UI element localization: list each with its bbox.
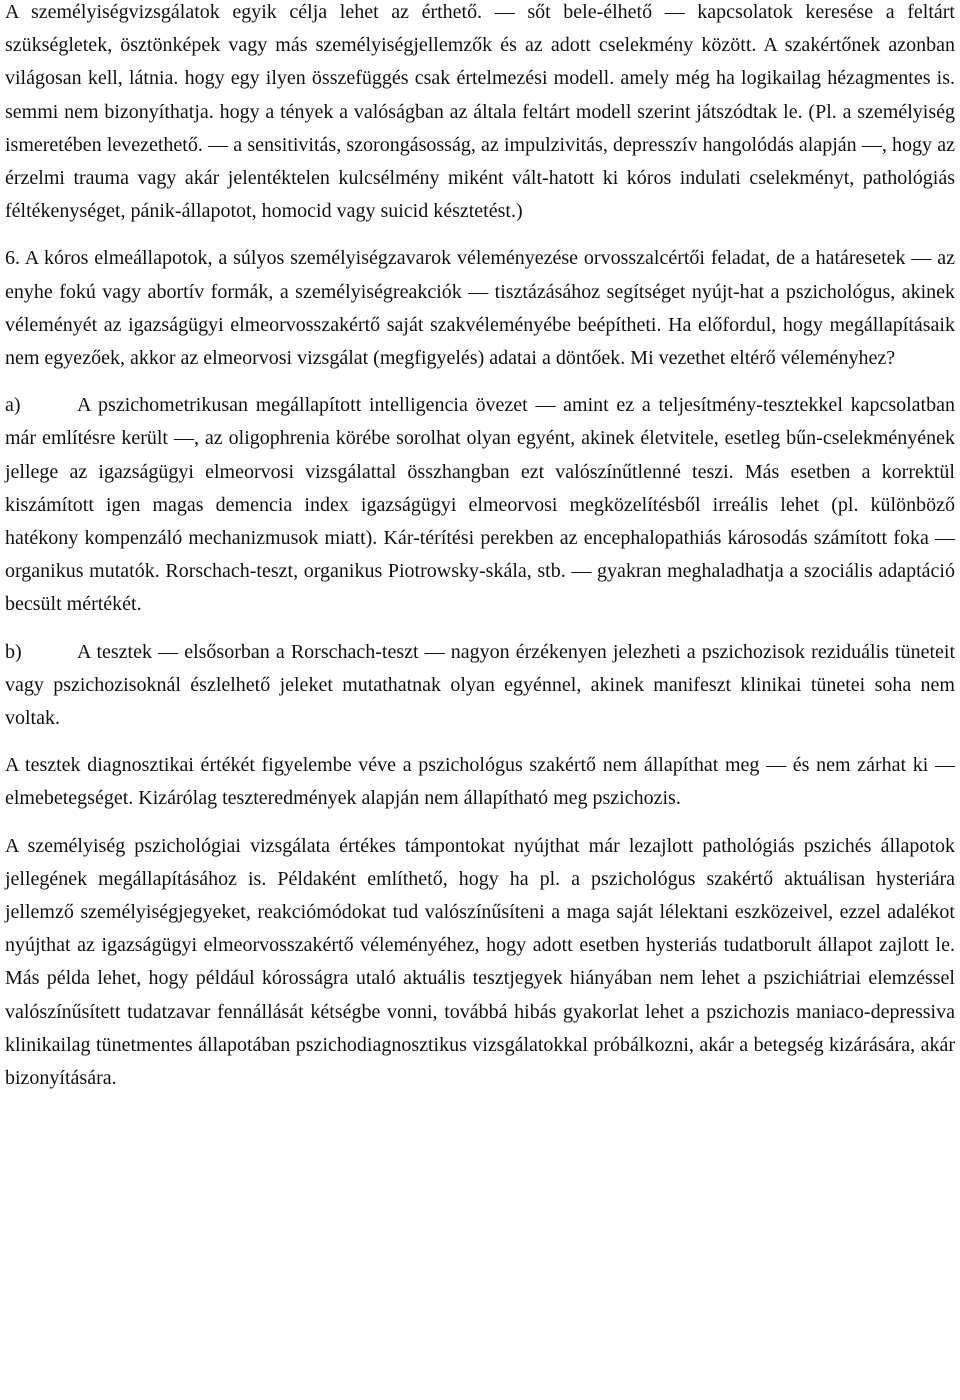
paragraph-section-6: 6. A kóros elmeállapotok, a súlyos személyiségzavarok véleményezése orvosszalcértői feladat, de a határesetek — az enyhe fokú vagy abortív formák, a személyiségreakciók — tisztázásához segítséget nyújt-hat a pszichológus, akinek véleményét az igazságügyi elmeorvosszakértő saját szakvéleményébe beépítheti. Ha előfordul, hogy megállapításaik nem egyezőek, akkor az elmeorvosi vizsgálat (megfigyelés) adatai a döntőek. Mi vezethet eltérő véleményhez?	[5, 247, 955, 370]
paragraph-personality-examination: A személyiség pszichológiai vizsgálata értékes támpontokat nyújthat már lezajlott pathológiás pszichés állapotok jellegének megállapításához is. Példaként említhető, hogy ha pl. a pszichológus szakértő aktuálisan hysteriára jellemző személyiségjegyeket, reakciómódokat tud valószínűsíteni a maga saját lélektani eszközeivel, ezzel adalékot nyújthat az igazságügyi elmeorvosszakértő véleményéhez, hogy adott esetben hysteriás tudatborult állapot zajlott le. Más példa lehet, hogy például kórosságra utaló aktuális tesztjegyek hiányában nem lehet a pszichiátriai elemzéssel valószínűsített tudatzavar fennállását kétségbe vonni, továbbá hibás gyakorlat lehet a pszichozis maniaco-depressiva klinikailag tünetmentes állapotában pszichodiagnosztikus vizsgálatokkal próbálkozni, akár a betegség kizárására, akár bizonyítására.	[5, 834, 955, 1090]
list-item-a-label: a)	[5, 394, 21, 417]
list-item-b-text: A tesztek — elsősorban a Rorschach-teszt — nagyon érzékenyen jelezheti a pszichozisok reziduális tüneteit vagy pszichozisoknál észlelhető jeleket mutathatnak olyan egyénnel, akinek manifeszt klinikai tünetei soha nem voltak.	[5, 640, 955, 730]
list-item-a	[5, 389, 955, 621]
list-item-a-text: A pszichometrikusan megállapított intelligencia övezet — amint ez a teljesítmény-tesztekkel kapcsolatban már említésre került —, az oligophrenia körébe sorolhat olyan egyént, akinek életvitele, esetleg bűn-cselekményének jellege az igazságügyi elmeorvosi vizsgálattal összhangban ezt valószínűtlenné teszi. Más esetben a korrektül kiszámított igen magas demencia index igazságügyi elmeorvosi megközelítésből irreális lehet (pl. különböző hatékony kompenzáló mechanizmusok miatt). Kár-térítési perekben az encephalopathiás károsodás számított foka — organikus mutatók. Rorschach-teszt, organikus Piotrowsky-skála, stb. — gyakran meghaladhatja a szociális adaptáció becsült mértékét.	[5, 394, 955, 616]
paragraph-personality-tests: A személyiségvizsgálatok egyik célja lehet az érthető. — sőt bele-élhető — kapcsolatok keresése a feltárt szükségletek, ösztönképek vagy más személyiségjellemzők és az adott cselekmény között. A szakértőnek azonban világosan kell, látnia. hogy egy ilyen összefüggés csak értelmezési modell. amely még ha logikailag hézagmentes is. semmi nem bizonyíthatja. hogy a tények a valóságban az általa feltárt modell szerint játszódtak le. (Pl. a személyiség ismeretében levezethető. — a sensitivitás, szorongásosság, az impulzivitás, depresszív hangolódás alapján —, hogy az érzelmi trauma vagy akár jelentéktelen kulcsélmény miként vált-hatott ki kóros indulati cselekményt, pathológiás féltékenységet, pánik-állapotot, homocid vagy suicid késztetést.)	[5, 1, 955, 223]
list-item-b	[5, 636, 955, 736]
paragraph-diagnostic-value: A tesztek diagnosztikai értékét figyelembe véve a pszichológus szakértő nem állapíthat meg — és nem zárhat ki — elmebetegséget. Kizárólag teszteredmények alapján nem állapítható meg pszichozis.	[5, 754, 955, 810]
list-item-b-label: b)	[5, 640, 22, 663]
